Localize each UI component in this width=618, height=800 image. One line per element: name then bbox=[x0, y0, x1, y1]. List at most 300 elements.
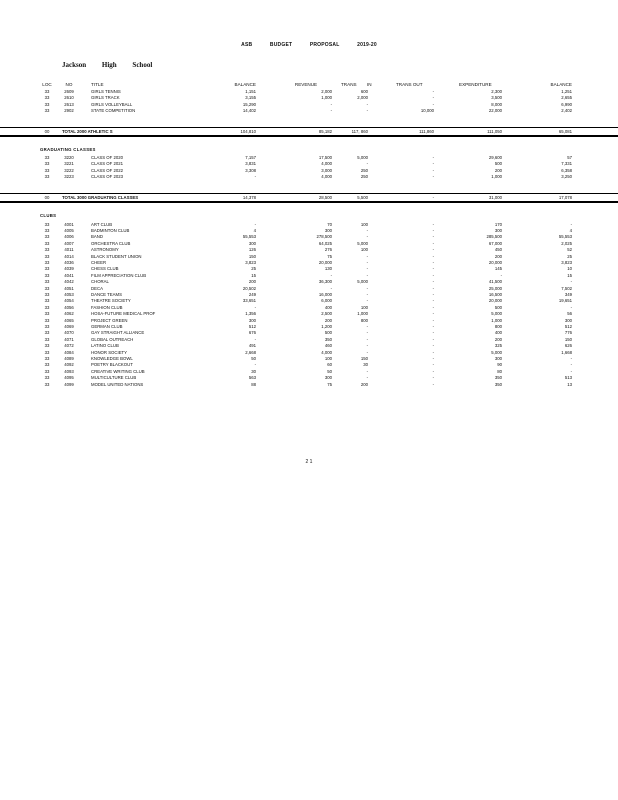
cell-trans-out: - bbox=[432, 272, 434, 278]
cell-balance: 15,290 bbox=[242, 101, 256, 107]
cell-loc: 33 bbox=[44, 247, 50, 253]
cell-no: 4014 bbox=[64, 253, 74, 259]
cell-trans-out: - bbox=[432, 161, 434, 167]
cell-title: ASTRONOMY bbox=[91, 247, 119, 253]
cell-loc: 33 bbox=[44, 234, 50, 240]
cell-end-balance: 7,502 bbox=[561, 285, 572, 291]
cell-trans-out: - bbox=[432, 247, 434, 253]
cell-end-balance: 3,250 bbox=[561, 174, 572, 180]
cell-expenditure: 90 bbox=[497, 362, 502, 368]
cell-expenditure: 350 bbox=[494, 381, 502, 387]
cell-trans-in: 150 bbox=[360, 355, 368, 361]
cell-end-balance: 10 bbox=[567, 266, 572, 272]
cell-trans-out: - bbox=[432, 362, 434, 368]
col-trans-in-a: TRANS bbox=[341, 82, 357, 87]
cell-title: GLOBAL OUTREACH bbox=[91, 336, 134, 342]
cell-loc: 33 bbox=[44, 279, 50, 285]
table-row bbox=[0, 324, 618, 330]
table-row bbox=[0, 266, 618, 272]
cell-trans-out: - bbox=[432, 355, 434, 361]
cell-trans-in: 800 bbox=[360, 317, 368, 323]
col-trans-in-b: IN bbox=[367, 82, 372, 87]
cell-trans-in: - bbox=[366, 298, 368, 304]
cell-trans-in: - bbox=[366, 336, 368, 342]
cell-no: 4072 bbox=[64, 343, 74, 349]
cell-loc: 33 bbox=[44, 291, 50, 297]
cell-loc: 33 bbox=[44, 101, 50, 107]
cell-no: 3221 bbox=[64, 161, 74, 167]
cell-no: 3220 bbox=[64, 155, 74, 160]
cell-balance: 4 bbox=[253, 227, 256, 233]
cell-trans-in: - bbox=[366, 227, 368, 233]
cell-loc: 33 bbox=[44, 240, 50, 246]
cell-title: ART CLUB bbox=[91, 221, 113, 227]
cell-balance: 491 bbox=[248, 343, 256, 349]
cell-trans-in: 5,500 bbox=[357, 195, 368, 200]
school-name bbox=[62, 61, 166, 69]
cell-loc: 33 bbox=[44, 355, 50, 361]
table-row bbox=[0, 95, 618, 101]
table-row bbox=[0, 161, 618, 167]
cell-trans-out: - bbox=[432, 285, 434, 291]
cell-loc: 33 bbox=[44, 167, 50, 173]
cell-end-balance: - bbox=[570, 221, 572, 227]
cell-expenditure: 300 bbox=[494, 355, 502, 361]
cell-balance: - bbox=[254, 336, 256, 342]
cell-balance: 15 bbox=[251, 272, 256, 278]
cell-balance: 563 bbox=[248, 375, 256, 381]
total-row bbox=[0, 127, 618, 137]
table-row bbox=[0, 330, 618, 336]
cell-end-balance: 15 bbox=[567, 272, 572, 278]
cell-end-balance: 56 bbox=[567, 311, 572, 317]
cell-no: 4006 bbox=[64, 234, 74, 240]
cell-balance: 3,831 bbox=[245, 161, 256, 167]
cell-revenue: - bbox=[330, 101, 332, 107]
cell-expenditure: 450 bbox=[494, 247, 502, 253]
cell-end-balance: 19,651 bbox=[558, 298, 572, 304]
cell-title: CREATIVE WRITING CLUB bbox=[91, 368, 145, 374]
cell-expenditure: 20,000 bbox=[488, 298, 502, 304]
total-row bbox=[0, 193, 618, 203]
school-part: Jackson bbox=[62, 61, 87, 69]
cell-end-balance: 2,025 bbox=[561, 240, 572, 246]
cell-end-balance: 57 bbox=[567, 155, 572, 160]
cell-no: 4053 bbox=[64, 291, 74, 297]
cell-trans-out: - bbox=[432, 291, 434, 297]
cell-revenue: 4,000 bbox=[321, 349, 332, 355]
cell-balance: 3,155 bbox=[245, 95, 256, 101]
cell-trans-in: 250 bbox=[360, 174, 368, 180]
cell-balance: 14,378 bbox=[242, 195, 256, 200]
cell-revenue: 2,000 bbox=[321, 89, 332, 94]
cell-revenue: 200 bbox=[324, 317, 332, 323]
cell-balance: 55,553 bbox=[242, 234, 256, 240]
table-row bbox=[0, 89, 618, 95]
cell-no: 4054 bbox=[64, 298, 74, 304]
table-row bbox=[0, 369, 618, 375]
cell-no: 4093 bbox=[64, 368, 74, 374]
title-part: PROPOSAL bbox=[309, 42, 340, 48]
table-row bbox=[0, 286, 618, 292]
cell-revenue: 60 bbox=[327, 362, 332, 368]
cell-no: 4042 bbox=[64, 279, 74, 285]
cell-loc: 33 bbox=[44, 311, 50, 317]
cell-loc: 33 bbox=[44, 285, 50, 291]
cell-balance: 2,668 bbox=[245, 349, 256, 355]
cell-end-balance: 300 bbox=[564, 317, 572, 323]
cell-trans-in: - bbox=[366, 343, 368, 349]
cell-loc: 33 bbox=[44, 368, 50, 374]
cell-revenue: 70 bbox=[327, 221, 332, 227]
cell-end-balance: - bbox=[570, 304, 572, 310]
cell-trans-in: 5,000 bbox=[357, 279, 368, 285]
cell-trans-in: - bbox=[366, 101, 368, 107]
cell-trans-out: - bbox=[432, 89, 434, 94]
page-title bbox=[0, 42, 618, 48]
cell-trans-in: 250 bbox=[360, 167, 368, 173]
cell-no: 4070 bbox=[64, 330, 74, 336]
cell-expenditure: 800 bbox=[494, 323, 502, 329]
cell-title: GIRLS VOLLEYBALL bbox=[91, 101, 133, 107]
cell-loc: 33 bbox=[44, 336, 50, 342]
cell-expenditure: 300 bbox=[494, 227, 502, 233]
cell-trans-in: - bbox=[366, 266, 368, 272]
cell-expenditure: 22,000 bbox=[488, 108, 502, 114]
cell-trans-out: - bbox=[432, 304, 434, 310]
cell-end-balance: - bbox=[570, 355, 572, 361]
cell-end-balance: 2,402 bbox=[561, 108, 572, 114]
cell-no: 4099 bbox=[64, 381, 74, 387]
cell-expenditure: 5,000 bbox=[491, 311, 502, 317]
cell-expenditure: 200 bbox=[494, 253, 502, 259]
cell-balance: 249 bbox=[248, 291, 256, 297]
cell-end-balance: 13 bbox=[567, 381, 572, 387]
cell-end-balance: 512 bbox=[564, 323, 572, 329]
cell-title: CLASS OF 2023 bbox=[91, 174, 124, 180]
total-label: TOTAL 3000 GRADUATING CLASSES bbox=[62, 195, 139, 200]
cell-loc: 33 bbox=[44, 272, 50, 278]
table-row bbox=[0, 343, 618, 349]
cell-loc: 33 bbox=[44, 155, 50, 160]
cell-title: BAND bbox=[91, 234, 103, 240]
cell-title: CHESS CLUB bbox=[91, 266, 119, 272]
cell-title: GAY STRAIGHT ALLIANCE bbox=[91, 330, 145, 336]
cell-title: CLASS OF 2020 bbox=[91, 155, 124, 160]
cell-loc: 33 bbox=[44, 227, 50, 233]
cell-no: 4069 bbox=[64, 323, 74, 329]
cell-expenditure: 350 bbox=[494, 375, 502, 381]
cell-revenue: 64,025 bbox=[318, 240, 332, 246]
cell-revenue: - bbox=[330, 285, 332, 291]
col-revenue: REVENUE bbox=[294, 82, 318, 87]
title-part: BUDGET bbox=[269, 42, 293, 48]
cell-expenditure: 41,500 bbox=[488, 279, 502, 285]
cell-no: 4039 bbox=[64, 266, 74, 272]
cell-end-balance: 776 bbox=[564, 330, 572, 336]
cell-balance: 50 bbox=[251, 355, 256, 361]
table-row bbox=[0, 356, 618, 362]
table-row bbox=[0, 279, 618, 285]
cell-trans-in: - bbox=[366, 323, 368, 329]
cell-expenditure: 500 bbox=[494, 161, 502, 167]
cell-no: 2609 bbox=[64, 89, 74, 94]
cell-revenue: 400 bbox=[324, 304, 332, 310]
table-row bbox=[0, 234, 618, 240]
cell-trans-in: - bbox=[366, 259, 368, 265]
cell-revenue: 300 bbox=[324, 227, 332, 233]
table-row bbox=[0, 108, 618, 114]
cell-trans-in: - bbox=[366, 368, 368, 374]
cell-loc: 33 bbox=[44, 343, 50, 349]
cell-expenditure: 31,000 bbox=[488, 195, 502, 200]
cell-revenue: 2,500 bbox=[321, 311, 332, 317]
cell-end-balance: - bbox=[570, 368, 572, 374]
cell-trans-in: 117, 860 bbox=[351, 129, 368, 134]
cell-title: BLACK STUDENT UNION bbox=[91, 253, 142, 259]
cell-trans-out: - bbox=[432, 323, 434, 329]
cell-trans-out: - bbox=[432, 221, 434, 227]
cell-loc: 33 bbox=[44, 266, 50, 272]
cell-loc: 33 bbox=[44, 108, 50, 114]
cell-no: 4062 bbox=[64, 311, 74, 317]
cell-trans-out: 111,860 bbox=[419, 129, 434, 134]
cell-balance: 150 bbox=[248, 253, 256, 259]
cell-title: ORCHESTRA CLUB bbox=[91, 240, 131, 246]
cell-revenue: 1,200 bbox=[321, 323, 332, 329]
cell-trans-out: - bbox=[432, 381, 434, 387]
section-clubs-label: CLUBS bbox=[40, 213, 57, 218]
cell-trans-out: 10,000 bbox=[420, 108, 434, 114]
cell-balance: 104,810 bbox=[240, 129, 256, 134]
cell-loc: 33 bbox=[44, 317, 50, 323]
cell-trans-in: - bbox=[366, 330, 368, 336]
cell-title: CHEER bbox=[91, 259, 107, 265]
cell-balance: 3,308 bbox=[245, 167, 256, 173]
cell-trans-in: 2,000 bbox=[357, 95, 368, 101]
cell-trans-in: - bbox=[366, 234, 368, 240]
cell-trans-in: 100 bbox=[360, 304, 368, 310]
cell-balance: 25 bbox=[251, 266, 256, 272]
cell-trans-in: - bbox=[366, 108, 368, 114]
cell-loc: 33 bbox=[44, 375, 50, 381]
table-row bbox=[0, 254, 618, 260]
cell-end-balance: 2,655 bbox=[561, 95, 572, 101]
column-header-row bbox=[0, 81, 618, 89]
cell-expenditure: 1,000 bbox=[491, 174, 502, 180]
cell-expenditure: 111,050 bbox=[487, 129, 502, 134]
cell-loc: 00 bbox=[44, 195, 50, 200]
cell-no: 4041 bbox=[64, 272, 74, 278]
table-row bbox=[0, 247, 618, 253]
cell-trans-out: - bbox=[432, 311, 434, 317]
cell-no: 2613 bbox=[64, 101, 74, 107]
cell-revenue: 1,000 bbox=[321, 95, 332, 101]
table-row bbox=[0, 375, 618, 381]
cell-expenditure: 20,000 bbox=[488, 259, 502, 265]
cell-end-balance: 626 bbox=[564, 343, 572, 349]
table-row bbox=[0, 228, 618, 234]
cell-balance: 14,402 bbox=[242, 108, 256, 114]
cell-end-balance: 6,358 bbox=[561, 167, 572, 173]
cell-no: 4056 bbox=[64, 304, 74, 310]
cell-trans-in: 200 bbox=[360, 381, 368, 387]
cell-balance: 7,157 bbox=[245, 155, 256, 160]
cell-loc: 00 bbox=[44, 129, 50, 134]
cell-balance: 676 bbox=[248, 330, 256, 336]
section-graduating-label: GRADUATING CLASSES bbox=[40, 147, 96, 152]
cell-no: 4095 bbox=[64, 375, 74, 381]
cell-title: HOSA-FUTURE MEDICAL PROF bbox=[91, 311, 156, 317]
cell-end-balance: 6,990 bbox=[561, 101, 572, 107]
cell-no: 3223 bbox=[64, 174, 74, 180]
cell-revenue: 75 bbox=[327, 381, 332, 387]
table-row bbox=[0, 337, 618, 343]
cell-trans-out: - bbox=[432, 253, 434, 259]
cell-title: MULTICULTURE CLUB bbox=[91, 375, 137, 381]
cell-expenditure: 200 bbox=[494, 167, 502, 173]
cell-end-balance: 349 bbox=[564, 291, 572, 297]
cell-title: PROJECT GREEN bbox=[91, 317, 128, 323]
cell-expenditure: 325 bbox=[494, 343, 502, 349]
cell-trans-out: - bbox=[432, 234, 434, 240]
cell-title: GIRLS TRACK bbox=[91, 95, 120, 101]
cell-revenue: 6,000 bbox=[321, 298, 332, 304]
cell-expenditure: 16,500 bbox=[488, 291, 502, 297]
cell-expenditure: 8,000 bbox=[491, 101, 502, 107]
cell-balance: 300 bbox=[248, 317, 256, 323]
cell-trans-out: - bbox=[432, 336, 434, 342]
cell-loc: 33 bbox=[44, 89, 50, 94]
cell-trans-in: 5,000 bbox=[357, 155, 368, 160]
cell-trans-out: - bbox=[432, 95, 434, 101]
cell-revenue: 278,500 bbox=[316, 234, 332, 240]
cell-end-balance: 55,553 bbox=[558, 234, 572, 240]
cell-trans-out: - bbox=[432, 375, 434, 381]
table-row bbox=[0, 155, 618, 161]
cell-revenue: 85,182 bbox=[318, 129, 332, 134]
cell-trans-in: 30 bbox=[363, 362, 368, 368]
cell-title: GIRLS TENNIS bbox=[91, 89, 121, 94]
cell-no: 3222 bbox=[64, 167, 74, 173]
title-part: ASB bbox=[241, 42, 253, 48]
cell-no: 4092 bbox=[64, 362, 74, 368]
cell-title: GERMAN CLUB bbox=[91, 323, 123, 329]
cell-loc: 33 bbox=[44, 323, 50, 329]
cell-balance: 1,356 bbox=[245, 311, 256, 317]
cell-balance: 300 bbox=[248, 240, 256, 246]
col-loc: LOC bbox=[42, 82, 52, 87]
cell-revenue: 350 bbox=[324, 336, 332, 342]
cell-balance: 1,151 bbox=[245, 89, 256, 94]
col-expenditure: EXPENDITURE bbox=[459, 82, 492, 87]
col-end-balance: BALANCE bbox=[550, 82, 572, 87]
cell-loc: 33 bbox=[44, 381, 50, 387]
cell-trans-out: - bbox=[432, 279, 434, 285]
cell-no: 4065 bbox=[64, 317, 74, 323]
cell-title: DANCE TEAMS bbox=[91, 291, 122, 297]
cell-revenue: 36,300 bbox=[318, 279, 332, 285]
cell-no: 4005 bbox=[64, 227, 74, 233]
cell-balance: 33,651 bbox=[242, 298, 256, 304]
cell-revenue: 460 bbox=[324, 343, 332, 349]
table-row bbox=[0, 305, 618, 311]
cell-no: 4089 bbox=[64, 355, 74, 361]
cell-end-balance: 52 bbox=[567, 247, 572, 253]
cell-trans-out: - bbox=[432, 317, 434, 323]
school-part: High bbox=[101, 61, 117, 69]
cell-revenue: - bbox=[330, 108, 332, 114]
cell-no: 4051 bbox=[64, 285, 74, 291]
cell-trans-in: 5,000 bbox=[357, 240, 368, 246]
cell-title: STATE COMPETITION bbox=[91, 108, 136, 114]
cell-end-balance: 3,823 bbox=[561, 259, 572, 265]
cell-revenue: 100 bbox=[324, 355, 332, 361]
cell-no: 4036 bbox=[64, 259, 74, 265]
cell-loc: 33 bbox=[44, 95, 50, 101]
cell-title: FILM APPRECIATION CLUB bbox=[91, 272, 147, 278]
cell-revenue: 4,000 bbox=[321, 174, 332, 180]
cell-trans-in: - bbox=[366, 375, 368, 381]
cell-expenditure: 2,300 bbox=[491, 89, 502, 94]
cell-expenditure: 1,000 bbox=[491, 317, 502, 323]
table-row bbox=[0, 298, 618, 304]
cell-expenditure: 29,600 bbox=[488, 155, 502, 160]
cell-end-balance: 25 bbox=[567, 253, 572, 259]
cell-trans-in: - bbox=[366, 253, 368, 259]
cell-end-balance: 1,251 bbox=[561, 89, 572, 94]
table-row bbox=[0, 318, 618, 324]
cell-revenue: 28,500 bbox=[318, 195, 332, 200]
col-title: TITLE bbox=[91, 82, 104, 87]
cell-loc: 33 bbox=[44, 221, 50, 227]
cell-trans-in: - bbox=[366, 285, 368, 291]
table-row bbox=[0, 311, 618, 317]
table-row bbox=[0, 241, 618, 247]
cell-revenue: 4,000 bbox=[321, 161, 332, 167]
cell-balance: 30 bbox=[251, 368, 256, 374]
cell-expenditure: 200 bbox=[494, 336, 502, 342]
cell-expenditure: 400 bbox=[494, 330, 502, 336]
table-row bbox=[0, 174, 618, 180]
table-row bbox=[0, 362, 618, 368]
cell-title: CHORAL bbox=[91, 279, 109, 285]
cell-expenditure: 5,000 bbox=[491, 349, 502, 355]
cell-end-balance: - bbox=[570, 362, 572, 368]
cell-trans-out: - bbox=[432, 368, 434, 374]
cell-balance: - bbox=[254, 221, 256, 227]
cell-end-balance: 150 bbox=[564, 336, 572, 342]
cell-balance: - bbox=[254, 362, 256, 368]
cell-trans-in: 100 bbox=[360, 247, 368, 253]
cell-expenditure: 285,500 bbox=[486, 234, 502, 240]
title-part: 2019-20 bbox=[357, 42, 377, 48]
cell-trans-out: - bbox=[432, 155, 434, 160]
cell-trans-out: - bbox=[432, 343, 434, 349]
cell-title: MODEL UNITED NATIONS bbox=[91, 381, 144, 387]
cell-no: 2610 bbox=[64, 95, 74, 101]
cell-expenditure: 67,000 bbox=[488, 240, 502, 246]
cell-trans-in: - bbox=[366, 161, 368, 167]
school-part: School bbox=[132, 61, 153, 69]
cell-end-balance: 4 bbox=[569, 227, 572, 233]
table-row bbox=[0, 222, 618, 228]
cell-loc: 33 bbox=[44, 362, 50, 368]
cell-no: 4007 bbox=[64, 240, 74, 246]
cell-balance: 126 bbox=[248, 247, 256, 253]
cell-revenue: 276 bbox=[324, 247, 332, 253]
table-row bbox=[0, 102, 618, 108]
